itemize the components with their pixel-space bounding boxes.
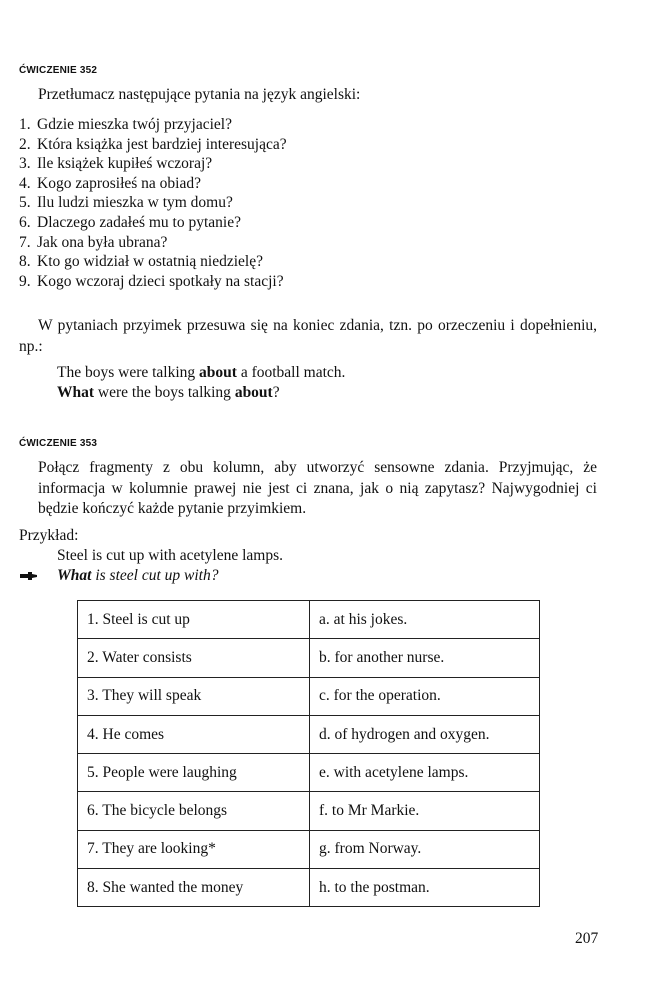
- list-item: 5. Ilu ludzi mieszka w tym domu?: [19, 194, 233, 212]
- grammar-rule-text: W pytaniach przyimek przesuwa się na koniec zdania, tzn. po orzeczeniu i dopełnieniu, np.:: [19, 317, 597, 355]
- list-item: 2. Która książka jest bardziej interesująca?: [19, 135, 287, 153]
- rule-example-statement: The boys were talking about a football match.: [57, 364, 346, 381]
- exercise-353-instruction: Połącz fragmenty z obu kolumn, aby utworzyć sensowne zdania. Przyjmując, że informacja w kolumnie prawej nie jest ci znana, jak o nią zapytasz? Najwygodniej ci będzie kończyć każde pytanie przyimkiem.: [38, 459, 597, 517]
- table-cell-right: d. of hydrogen and oxygen.: [310, 715, 540, 753]
- table-cell-left: 7. They are looking*: [78, 830, 310, 868]
- table-row: [78, 754, 540, 792]
- exercise-352-heading: ĆWICZENIE 352: [19, 65, 98, 76]
- table-row: [78, 869, 540, 907]
- exercise-353-heading: ĆWICZENIE 353: [19, 438, 98, 449]
- table-row: [78, 677, 540, 715]
- table-cell-right: g. from Norway.: [310, 830, 540, 868]
- table-row: [78, 715, 540, 753]
- table-cell-left: 1. Steel is cut up: [78, 601, 310, 639]
- rule-example-question: What were the boys talking about?: [57, 384, 280, 401]
- list-item: 7. Jak ona była ubrana?: [19, 233, 168, 251]
- table-row: [78, 601, 540, 639]
- table-cell-right: f. to Mr Markie.: [310, 792, 540, 830]
- exercise-352-instruction: Przetłumacz następujące pytania na język angielski:: [38, 86, 361, 103]
- table-cell-left: 5. People were laughing: [78, 754, 310, 792]
- table-cell-right: h. to the postman.: [310, 869, 540, 907]
- list-item: 3. Ile książek kupiłeś wczoraj?: [19, 155, 213, 173]
- example-label: Przykład:: [19, 527, 79, 544]
- list-item: 8. Kto go widział w ostatnią niedzielę?: [19, 253, 263, 271]
- table-cell-right: c. for the operation.: [310, 677, 540, 715]
- table-row: [78, 792, 540, 830]
- table-cell-left: 8. She wanted the money: [78, 869, 310, 907]
- table-row: [78, 639, 540, 677]
- pointing-hand-icon: [19, 570, 39, 582]
- page-number: 207: [575, 930, 599, 947]
- list-item: 4. Kogo zaprosiłeś na obiad?: [19, 174, 201, 192]
- table-cell-right: e. with acetylene lamps.: [310, 754, 540, 792]
- model-sentence: Steel is cut up with acetylene lamps.: [57, 547, 283, 564]
- table-cell-left: 2. Water consists: [78, 639, 310, 677]
- list-item: 6. Dlaczego zadałeś mu to pytanie?: [19, 213, 241, 231]
- list-item: 1. Gdzie mieszka twój przyjaciel?: [19, 116, 232, 133]
- exercise-352-list: [19, 115, 287, 291]
- matching-table: [77, 600, 540, 907]
- table-cell-left: 4. He comes: [78, 715, 310, 753]
- table-cell-left: 6. The bicycle belongs: [78, 792, 310, 830]
- table-row: [78, 830, 540, 868]
- model-question: What is steel cut up with?: [57, 567, 219, 584]
- table-cell-right: b. for another nurse.: [310, 639, 540, 677]
- table-cell-right: a. at his jokes.: [310, 601, 540, 639]
- table-cell-left: 3. They will speak: [78, 677, 310, 715]
- list-item: 9. Kogo wczoraj dzieci spotkały na stacji?: [19, 272, 284, 290]
